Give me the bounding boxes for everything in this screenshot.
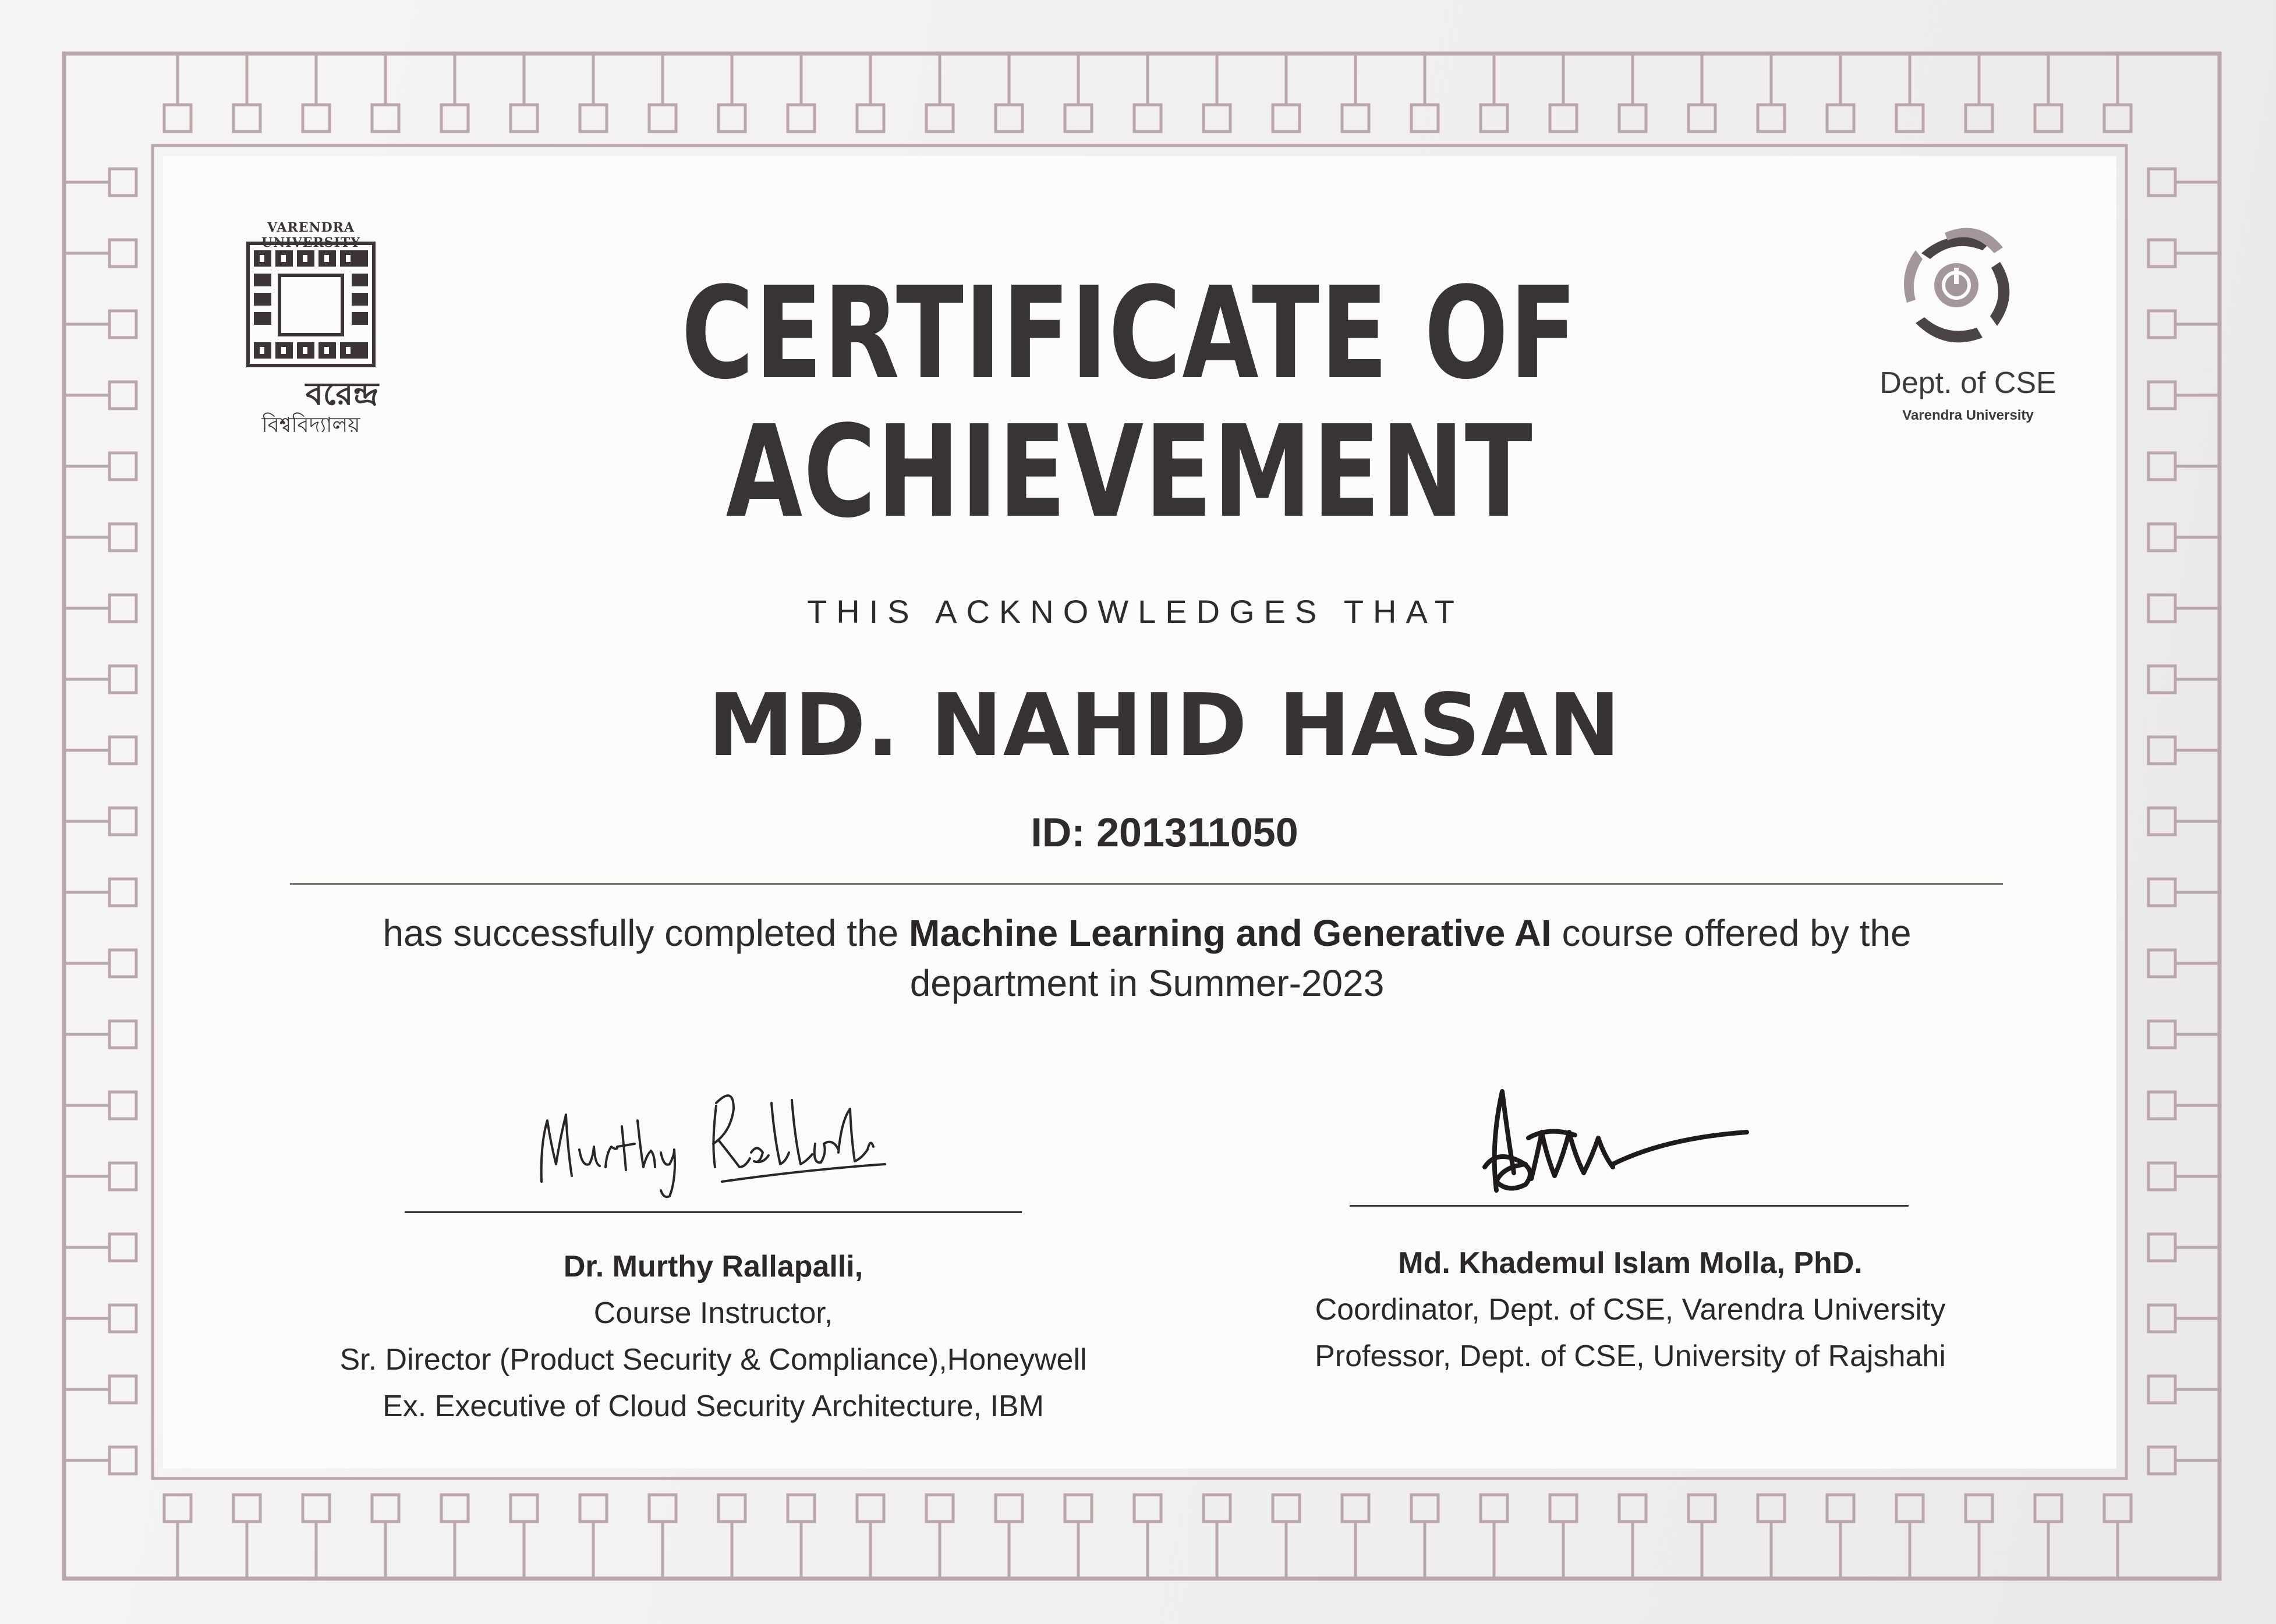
border-motif [649, 105, 676, 132]
instructor-signature [524, 1051, 932, 1202]
border-motif [1134, 105, 1161, 132]
border-motif [109, 1021, 136, 1048]
border-motif [1411, 105, 1438, 132]
border-motif [1827, 1495, 1854, 1522]
border-motif [1342, 1495, 1369, 1522]
border-motif [2104, 1495, 2131, 1522]
border-motif [718, 105, 745, 132]
border-motif [2148, 950, 2175, 977]
border-motif [109, 808, 136, 835]
signatory-title: Sr. Director (Product Security & Compliance),Honeywell [339, 1343, 1087, 1377]
border-motif [2035, 105, 2062, 132]
signatory-block-instructor [250, 1243, 1176, 1430]
border-motif [1827, 105, 1854, 132]
border-motif [109, 1376, 136, 1403]
border-motif [649, 1495, 676, 1522]
border-motif [1273, 1495, 1300, 1522]
signatory-title: Course Instructor, [593, 1296, 833, 1330]
border-motif [2148, 524, 2175, 551]
border-motif [511, 105, 537, 132]
border-motif [996, 1495, 1022, 1522]
border-motif [303, 1495, 330, 1522]
border-motif [1134, 1495, 1161, 1522]
signature-line-right [1350, 1205, 1909, 1207]
signatory-block-coordinator [1199, 1240, 2061, 1380]
coordinator-signature [1473, 1068, 1787, 1202]
border-motif [1966, 1495, 1992, 1522]
border-motif [2148, 595, 2175, 622]
border-motif [926, 105, 953, 132]
border-motif [1411, 1495, 1438, 1522]
border-motif [1065, 1495, 1092, 1522]
border-motif [1896, 105, 1923, 132]
border-motif [1689, 105, 1715, 132]
border-motif [1342, 105, 1369, 132]
border-motif [109, 169, 136, 196]
completion-statement [314, 908, 1980, 1008]
border-motif [2148, 1234, 2175, 1261]
border-motif [109, 666, 136, 693]
recipient-name: MD. NAHID HASAN [708, 675, 1621, 775]
border-motif [2148, 1021, 2175, 1048]
border-motif [1966, 105, 1992, 132]
border-motif [233, 1495, 260, 1522]
signature-line-left [405, 1211, 1022, 1213]
border-motif [580, 105, 607, 132]
border-motif [109, 240, 136, 267]
border-motif [1481, 105, 1507, 132]
border-motif [109, 524, 136, 551]
border-motif [1065, 105, 1092, 132]
border-motif [109, 879, 136, 906]
signatory-title: Coordinator, Dept. of CSE, Varendra University [1315, 1293, 1946, 1327]
statement-suffix: course offered by the [1551, 912, 1912, 954]
border-motif [164, 1495, 191, 1522]
university-bangla-name: বরেন্দ্র [305, 375, 378, 412]
signatory-name: Dr. Murthy Rallapalli, [563, 1250, 863, 1283]
university-bangla-subtitle: বিশ্ববিদ্যালয় [261, 413, 360, 437]
border-motif [580, 1495, 607, 1522]
border-motif [109, 737, 136, 764]
title-line-1: CERTIFICATE OF [681, 260, 1578, 407]
border-motif [857, 1495, 884, 1522]
border-motif [2104, 105, 2131, 132]
border-motif [2148, 808, 2175, 835]
border-motif [2148, 1163, 2175, 1190]
border-motif [1273, 105, 1300, 132]
border-motif [109, 595, 136, 622]
student-id: ID: 201311050 [1031, 810, 1298, 855]
border-motif [1619, 1495, 1646, 1522]
department-name: Dept. of CSE [1879, 366, 2056, 400]
border-motif [109, 1447, 136, 1474]
border-motif [109, 453, 136, 480]
border-motif [2148, 1305, 2175, 1332]
border-motif [372, 105, 399, 132]
border-motif [2148, 879, 2175, 906]
border-motif [1550, 105, 1577, 132]
border-motif [1619, 105, 1646, 132]
border-motif [857, 105, 884, 132]
border-motif [926, 1495, 953, 1522]
border-motif [109, 311, 136, 338]
border-motif [303, 105, 330, 132]
title-line-2: ACHIEVEMENT [725, 399, 1534, 546]
course-name: Machine Learning and Generative AI [909, 912, 1552, 954]
border-motif [2148, 737, 2175, 764]
border-motif [2148, 666, 2175, 693]
border-motif [511, 1495, 537, 1522]
signatory-title: Ex. Executive of Cloud Security Architecture, IBM [383, 1389, 1044, 1423]
border-motif [1896, 1495, 1923, 1522]
border-motif [1550, 1495, 1577, 1522]
certificate-title [657, 260, 1602, 546]
signatory-name: Md. Khademul Islam Molla, PhD. [1398, 1246, 1863, 1280]
border-motif [2148, 453, 2175, 480]
border-motif [2148, 311, 2175, 338]
border-motif [2148, 1092, 2175, 1119]
university-logo-caption: VARENDRA UNIVERSITY [261, 220, 360, 250]
border-motif [1758, 105, 1785, 132]
border-motif [164, 105, 191, 132]
border-motif [2148, 1376, 2175, 1403]
signatory-title: Professor, Dept. of CSE, University of Rajshahi [1315, 1339, 1946, 1373]
border-motif [2148, 1447, 2175, 1474]
border-motif [109, 950, 136, 977]
border-motif [2148, 382, 2175, 409]
border-motif [233, 105, 260, 132]
border-motif [1481, 1495, 1507, 1522]
border-motif [996, 105, 1022, 132]
divider [290, 883, 2003, 885]
border-motif [788, 105, 815, 132]
statement-prefix: has successfully completed the [383, 912, 909, 954]
border-motif [1204, 105, 1230, 132]
acknowledgement-subtitle: THIS ACKNOWLEDGES THAT [807, 593, 1464, 630]
border-motif [372, 1495, 399, 1522]
border-motif [109, 1234, 136, 1261]
border-motif [2148, 169, 2175, 196]
border-motif [1758, 1495, 1785, 1522]
border-motif [788, 1495, 815, 1522]
border-motif [2148, 240, 2175, 267]
border-motif [1689, 1495, 1715, 1522]
border-motif [2035, 1495, 2062, 1522]
statement-line-2: department in Summer-2023 [909, 962, 1385, 1004]
border-motif [441, 1495, 468, 1522]
border-motif [109, 1092, 136, 1119]
border-motif [109, 382, 136, 409]
border-motif [718, 1495, 745, 1522]
border-motif [1204, 1495, 1230, 1522]
border-motif [441, 105, 468, 132]
department-university: Varendra University [1902, 407, 2034, 423]
border-motif [109, 1163, 136, 1190]
border-motif [109, 1305, 136, 1332]
